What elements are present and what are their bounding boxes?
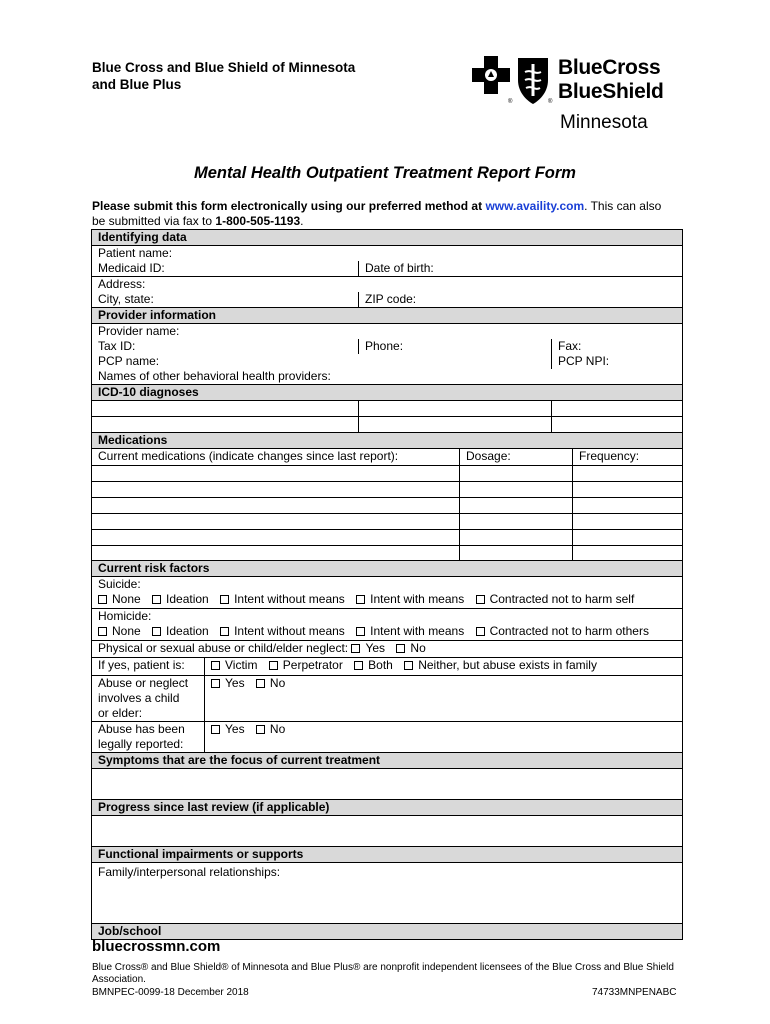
section-header: Job/school (98, 924, 162, 938)
reported-no-option[interactable]: No (256, 722, 285, 736)
medication-row (92, 546, 682, 561)
org-name-line2: and Blue Plus (92, 77, 182, 92)
checkbox-icon[interactable] (152, 627, 161, 636)
medication-row (92, 498, 682, 514)
homicide-options (92, 624, 682, 641)
footer-note: Blue Cross® and Blue Shield® of Minnesota and Blue Plus® are nonprofit independent licensees of the Blue Cross and Blue Shield Association. (92, 962, 674, 985)
other-providers-field[interactable] (92, 369, 682, 385)
checkbox-icon[interactable] (256, 679, 265, 688)
medication-row (92, 514, 682, 530)
field-label: PCP NPI: (558, 354, 610, 368)
section-risk-factors (92, 561, 682, 577)
dob-field[interactable] (358, 261, 682, 276)
availity-link[interactable]: www.availity.com (485, 199, 585, 213)
field-label: Tax ID: (98, 339, 136, 353)
role-victim-option[interactable]: Victim (211, 658, 257, 672)
field-label: PCP name: (98, 354, 160, 368)
field-label: ZIP code: (365, 292, 417, 306)
role-perpetrator-option[interactable]: Perpetrator (269, 658, 343, 672)
involves-child-row (92, 676, 682, 722)
icd-row (92, 417, 682, 433)
checkbox-icon[interactable] (354, 661, 363, 670)
zip-field[interactable] (358, 292, 682, 307)
involves-no-option[interactable]: No (256, 676, 285, 690)
icd-field-3[interactable] (551, 401, 682, 416)
logo-state: Minnesota (560, 112, 648, 133)
fax-number: 1-800-505-1193 (215, 214, 301, 228)
patient-role-options (204, 658, 682, 675)
section-icd10 (92, 385, 682, 401)
checkbox-icon[interactable] (256, 725, 265, 734)
field-label: Phone: (365, 339, 404, 353)
frequency-field[interactable] (572, 514, 682, 529)
section-progress (92, 800, 682, 816)
checkbox-icon[interactable] (220, 627, 229, 636)
role-both-option[interactable]: Both (354, 658, 393, 672)
section-medications (92, 433, 682, 449)
checkbox-icon[interactable] (404, 661, 413, 670)
medication-row (92, 482, 682, 498)
dosage-field[interactable] (459, 466, 572, 481)
role-neither-option[interactable]: Neither, but abuse exists in family (404, 658, 597, 672)
field-label: Provider name: (98, 324, 180, 338)
abuse-question-row (92, 641, 682, 658)
dosage-field[interactable] (459, 514, 572, 529)
checkbox-icon[interactable] (152, 595, 161, 604)
dosage-field[interactable] (459, 482, 572, 497)
phone-field[interactable] (358, 339, 551, 354)
medication-field[interactable] (92, 482, 459, 497)
provider-name-field[interactable] (92, 324, 682, 339)
homicide-label: Homicide: (98, 609, 152, 623)
homicide-option-contracted[interactable]: Contracted not to harm others (476, 624, 649, 638)
section-functional (92, 847, 682, 863)
bcbs-logo (470, 52, 685, 134)
suicide-option-intent-without-means[interactable]: Intent without means (220, 592, 345, 606)
field-label: Family/interpersonal relationships: (98, 865, 281, 879)
frequency-field[interactable] (572, 546, 682, 560)
progress-field[interactable] (92, 816, 682, 847)
form-code: BMNPEC-0099-18 December 2018 (92, 987, 249, 998)
intro-text (92, 199, 672, 229)
field-label: Patient name: (98, 246, 173, 260)
abuse-yes-option[interactable]: Yes (351, 641, 385, 655)
section-header: Functional impairments or supports (98, 847, 304, 861)
current-medications-label: Current medications (indicate changes since last report): (98, 449, 399, 463)
field-label: Medicaid ID: (98, 261, 165, 275)
suicide-option-contracted[interactable]: Contracted not to harm self (476, 592, 635, 606)
icd-field-5[interactable] (358, 417, 551, 432)
pcp-row (92, 354, 682, 369)
icd-row (92, 401, 682, 417)
section-symptoms (92, 753, 682, 769)
section-header: Current risk factors (98, 561, 210, 575)
legally-reported-label: Abuse has been legally reported: (98, 722, 185, 751)
pcp-name-field[interactable] (92, 354, 551, 369)
suicide-options (92, 592, 682, 609)
intro-part1: Please submit this form electronically using our preferred method at (92, 199, 486, 213)
reported-yes-option[interactable]: Yes (211, 722, 245, 736)
checkbox-icon[interactable] (476, 595, 485, 604)
involves-child-label: Abuse or neglect involves a child or elder: (98, 676, 189, 720)
frequency-field[interactable] (572, 482, 682, 497)
address-field[interactable] (92, 277, 682, 292)
medication-row (92, 466, 682, 482)
legally-reported-row (92, 722, 682, 753)
field-label: Address: (98, 277, 146, 291)
dosage-field[interactable] (459, 546, 572, 560)
patient-name-field[interactable] (92, 246, 682, 261)
icd-field-6[interactable] (551, 417, 682, 432)
frequency-field[interactable] (572, 466, 682, 481)
city-state-field[interactable] (92, 292, 358, 307)
involves-yes-option[interactable]: Yes (211, 676, 245, 690)
suicide-label: Suicide: (98, 577, 141, 591)
pcp-npi-field[interactable] (551, 354, 682, 369)
logo-wordmark (558, 56, 664, 104)
field-label: Names of other behavioral health providers: (98, 369, 331, 383)
section-header: ICD-10 diagnoses (98, 385, 199, 399)
checkbox-icon[interactable] (211, 679, 220, 688)
homicide-option-intent-with-means[interactable]: Intent with means (356, 624, 464, 638)
icd-field-1[interactable] (92, 401, 358, 416)
footer-url[interactable]: bluecrossmn.com (92, 938, 221, 955)
cross-shield-icon (470, 54, 554, 106)
section-provider (92, 308, 682, 324)
medication-field[interactable] (92, 514, 459, 529)
suicide-option-intent-with-means[interactable]: Intent with means (356, 592, 464, 606)
medication-field[interactable] (92, 530, 459, 545)
symptoms-field[interactable] (92, 769, 682, 800)
section-header: Symptoms that are the focus of current treatment (98, 753, 381, 767)
intro-part3: . (300, 214, 304, 228)
abuse-no-option[interactable]: No (396, 641, 425, 655)
checkbox-icon[interactable] (351, 644, 360, 653)
medication-field[interactable] (92, 546, 459, 560)
medicaid-id-field[interactable] (92, 261, 358, 276)
org-name-line1: Blue Cross and Blue Shield of Minnesota (92, 60, 356, 75)
city-row (92, 292, 682, 308)
medication-row (92, 530, 682, 546)
dosage-field[interactable] (459, 498, 572, 513)
form-id: 74733MNPENABC (592, 987, 677, 998)
svg-text:®: ® (508, 99, 513, 105)
medications-header-row (92, 449, 682, 466)
checkbox-icon[interactable] (211, 725, 220, 734)
report-form (91, 229, 683, 940)
section-header: Medications (98, 433, 168, 447)
section-header: Provider information (98, 308, 217, 322)
suicide-option-none[interactable]: None (98, 592, 141, 606)
checkbox-icon[interactable] (211, 661, 220, 670)
checkbox-icon[interactable] (356, 627, 365, 636)
svg-text:®: ® (548, 99, 553, 105)
tax-row (92, 339, 682, 354)
medication-field[interactable] (92, 498, 459, 513)
frequency-field[interactable] (572, 530, 682, 545)
icd-field-4[interactable] (92, 417, 358, 432)
intro-part2: . This can also be submitted via fax to (92, 199, 662, 228)
field-label: City, state: (98, 292, 154, 306)
frequency-label: Frequency: (572, 449, 682, 465)
checkbox-icon[interactable] (356, 595, 365, 604)
dosage-field[interactable] (459, 530, 572, 545)
checkbox-icon[interactable] (98, 627, 107, 636)
homicide-option-intent-without-means[interactable]: Intent without means (220, 624, 345, 638)
fax-field[interactable] (551, 339, 682, 354)
logo-brand-line1: BlueCross (558, 56, 661, 79)
legally-reported-options (204, 722, 682, 752)
section-header: Progress since last review (if applicable) (98, 800, 330, 814)
family-relationships-field[interactable] (92, 863, 682, 924)
section-header: Identifying data (98, 230, 187, 244)
tax-id-field[interactable] (92, 339, 358, 354)
suicide-option-ideation[interactable]: Ideation (152, 592, 209, 606)
checkbox-icon[interactable] (476, 627, 485, 636)
checkbox-icon[interactable] (98, 595, 107, 604)
form-title: Mental Health Outpatient Treatment Report Form (194, 164, 576, 182)
if-yes-label: If yes, patient is: (98, 658, 185, 672)
medicaid-row (92, 261, 682, 277)
checkbox-icon[interactable] (269, 661, 278, 670)
field-label: Fax: (558, 339, 582, 353)
field-label: Date of birth: (365, 261, 434, 275)
involves-child-options (204, 676, 682, 721)
checkbox-icon[interactable] (220, 595, 229, 604)
dosage-label: Dosage: (459, 449, 572, 465)
medication-field[interactable] (92, 466, 459, 481)
homicide-option-ideation[interactable]: Ideation (152, 624, 209, 638)
frequency-field[interactable] (572, 498, 682, 513)
abuse-question-label: Physical or sexual abuse or child/elder neglect: (98, 641, 349, 655)
section-identifying (92, 230, 682, 246)
logo-brand-line2: BlueShield (558, 80, 664, 103)
checkbox-icon[interactable] (396, 644, 405, 653)
icd-field-2[interactable] (358, 401, 551, 416)
organization-name (92, 59, 355, 93)
homicide-option-none[interactable]: None (98, 624, 141, 638)
patient-role-row (92, 658, 682, 676)
